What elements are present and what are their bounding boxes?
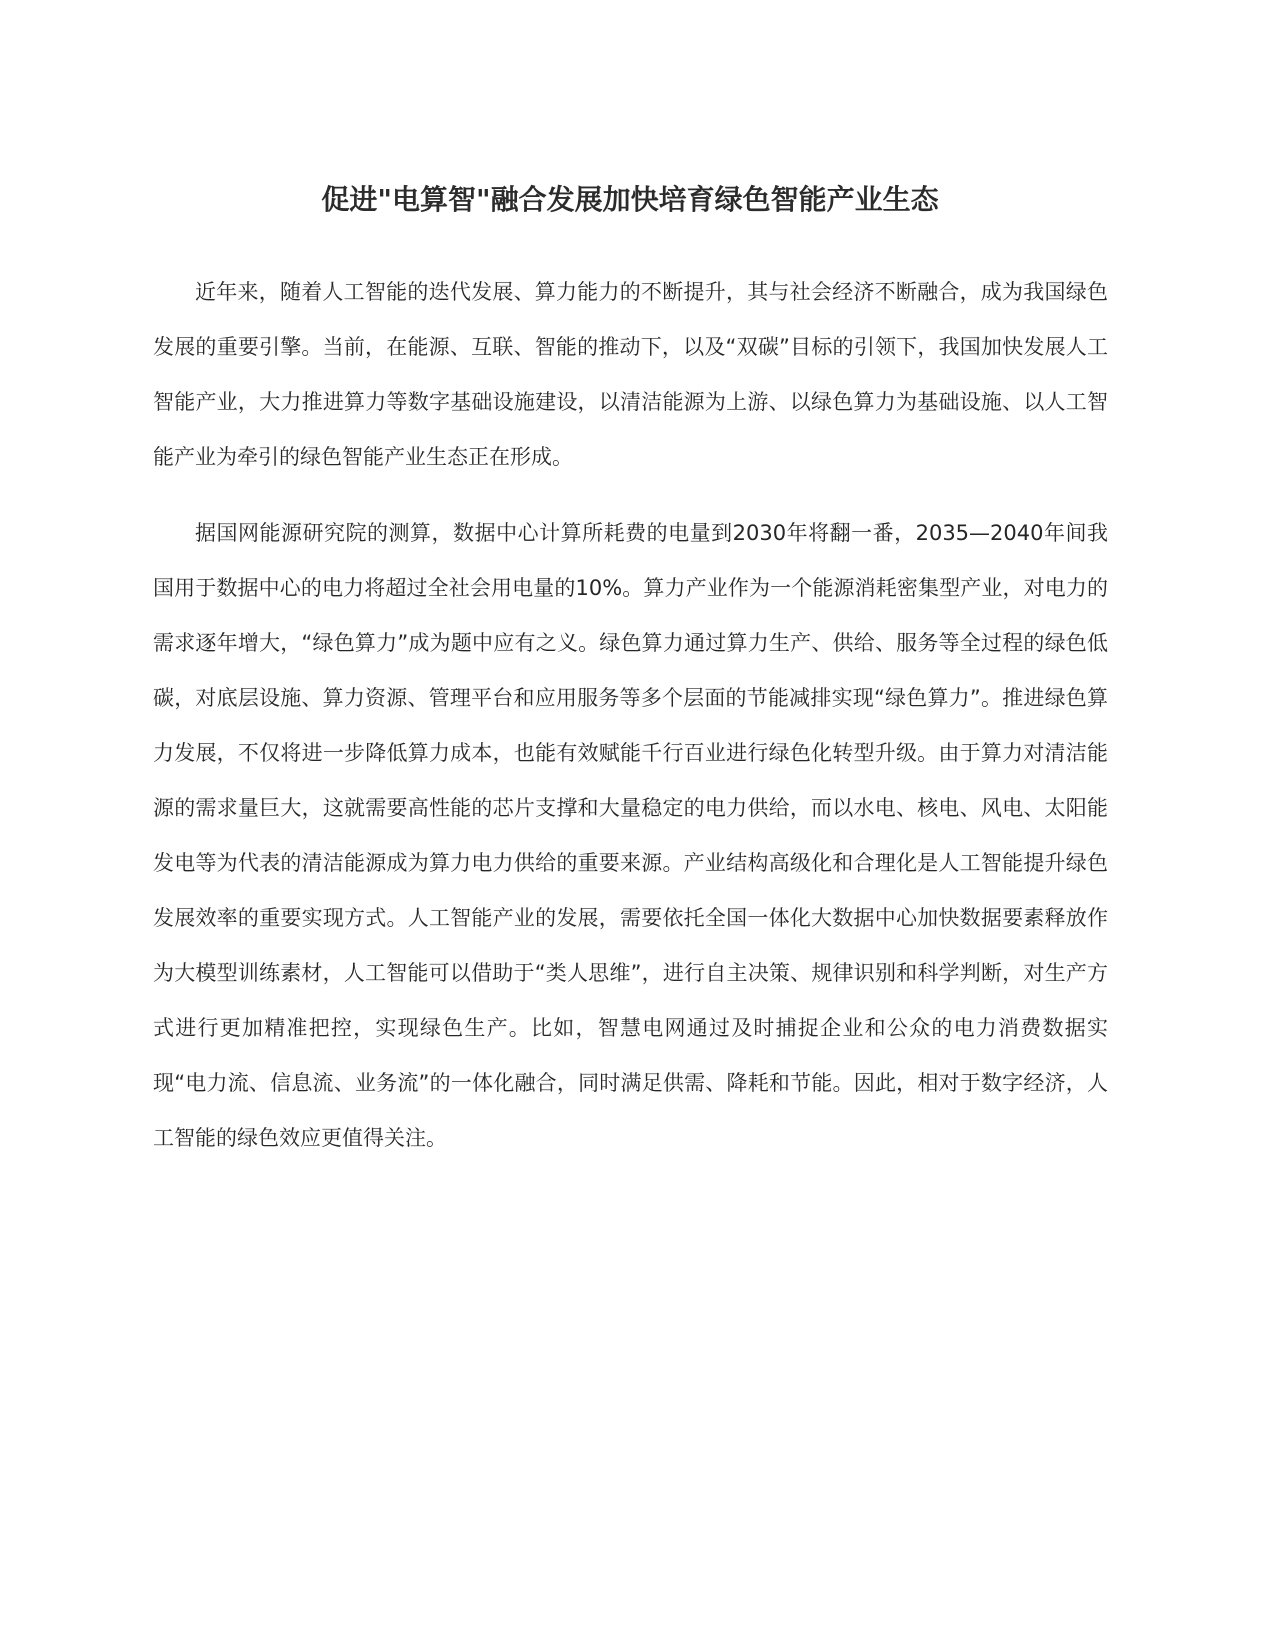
paragraph-1: 近年来，随着人工智能的迭代发展、算力能力的不断提升，其与社会经济不断融合，成为我国绿色发展的重要引擎。当前，在能源、互联、智能的推动下，以及“双碳”目标的引领下，我国加快发展人工智能产业，大力推进算力等数字基础设施建设，以清洁能源为上游、以绿色算力为基础设施、以人工智能产业为牵引的绿色智能产业生态正在形成。 xyxy=(153,280,1108,469)
document-body xyxy=(153,265,1108,1166)
paragraph-2: 据国网能源研究院的测算，数据中心计算所耗费的电量到2030年将翻一番，2035—2040年间我国用于数据中心的电力将超过全社会用电量的10%。算力产业作为一个能源消耗密集型产业，对电力的需求逐年增大，“绿色算力”成为题中应有之义。绿色算力通过算力生产、供给、服务等全过程的绿色低碳，对底层设施、算力资源、管理平台和应用服务等多个层面的节能减排实现“绿色算力”。推进绿色算力发展，不仅将进一步降低算力成本，也能有效赋能千行百业进行绿色化转型升级。由于算力对清洁能源的需求量巨大，这就需要高性能的芯片支撑和大量稳定的电力供给，而以水电、核电、风电、太阳能发电等为代表的清洁能源成为算力电力供给的重要来源。产业结构高级化和合理化是人工智能提升绿色发展效率的重要实现方式。人工智能产业的发展，需要依托全国一体化大数据中心加快数据要素释放作为大模型训练素材，人工智能可以借助于“类人思维”，进行自主决策、规律识别和科学判断，对生产方式进行更加精准把控，实现绿色生产。比如，智慧电网通过及时捕捉企业和公众的电力消费数据实现“电力流、信息流、业务流”的一体化融合，同时满足供需、降耗和节能。因此，相对于数字经济，人工智能的绿色效应更值得关注。 xyxy=(153,521,1108,1150)
document-title: 促进"电算智"融合发展加快培育绿色智能产业生态 xyxy=(321,183,939,216)
